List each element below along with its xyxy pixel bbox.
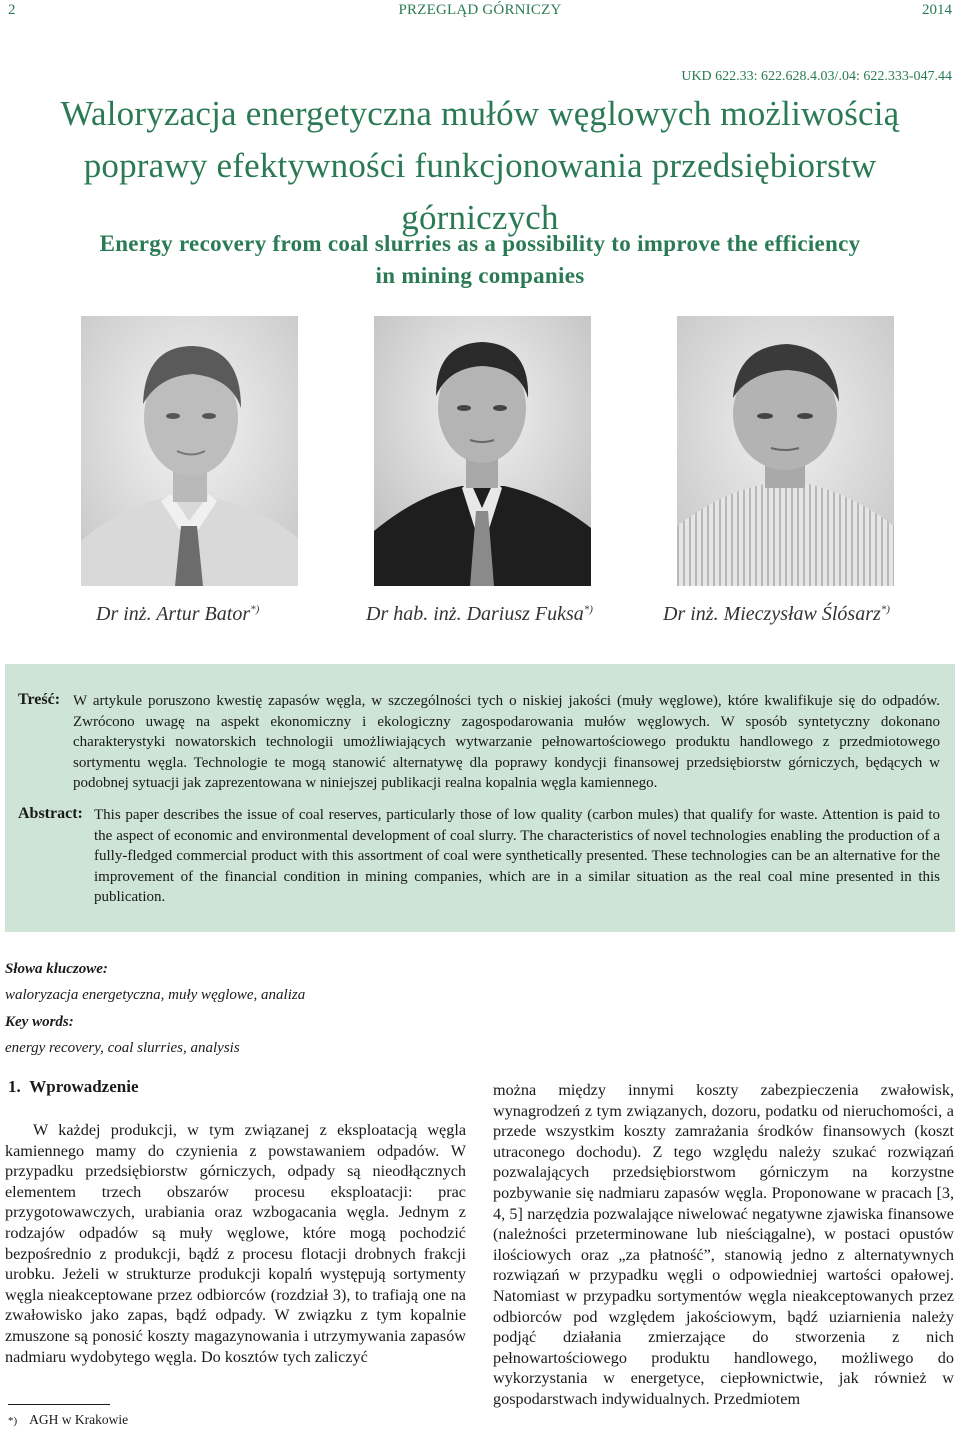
author-mark-3: *) <box>880 603 890 616</box>
body-paragraph-2: można między innymi koszty zabezpieczenia zwałowisk, wynagrodzeń z tym związanych, dozoru, podatku od nieruchomości, a przede wszystkim koszty zamrażania środków finansowych (koszt utraconego dochodu). Z tego względu należy szukać rozwiązań pozwalających przedsiębiorstwom górniczym na korzystne pozbywanie się nadmiaru zapasów węgla. Proponowane w pracach [3, 4, 5] narzędzia pozwalające niwelować negatywne zjawiska finansowe (należności przeterminowane lub nieściągalne), w postaci opustów ilościowych oraz „za płatność”, stanowią jedno z alternatywnych rozwiązań w przypadku węgli o odpowiedniej wartości opałowej. Natomiast w przypadku sortymentów węgla nieakceptowanych przez odbiorców pod względem jakościowym, bądź uziarnienia należy podjąć działania zmierzające do stworzenia z nich pełnowartościowego produktu handlowego, możliwego do wykorzystania w energetyce, ciepłownictwie, jak również w gospodarstwach indywidualnych. Przedmiotem <box>493 1081 954 1408</box>
page-number: 2 <box>8 2 16 18</box>
title-english <box>0 228 960 292</box>
author-photo-1 <box>81 316 298 586</box>
keywords-en-text: energy recovery, coal slurries, analysis <box>5 1040 240 1056</box>
footnote <box>8 1412 128 1428</box>
title-en-line-2: in mining companies <box>375 263 585 288</box>
section-number: 1. <box>8 1077 21 1096</box>
author-photo-2 <box>374 316 591 586</box>
abstract-en-label: Abstract: <box>18 805 83 822</box>
keywords-en-label: Key words: <box>5 1014 74 1030</box>
title-polish <box>0 88 960 244</box>
footnote-rule <box>8 1404 110 1405</box>
author-name-3 <box>663 603 890 626</box>
footnote-text: AGH w Krakowie <box>29 1412 129 1427</box>
title-pl-line-1: Waloryzacja energetyczna mułów węglowych możliwością <box>60 94 900 133</box>
abstract-en-text: This paper describes the issue of coal reserves, particularly those of low quality (carbon mules) that qualify for waste. Attention is paid to the aspect of economic and environmental development of coal slurry. The characteristics of novel technologies enabling the production of a fully-fledged commercial product with this assortment of coal were synthetically presented. These technologies can be an alternative for the improvement of the financial condition in mining companies, which are in a similar situation as the real coal mine presented in this publication. <box>94 807 940 905</box>
author-name-2 <box>366 603 593 626</box>
abstract-box <box>5 664 955 932</box>
ukd-classification: UKD 622.33: 622.628.4.03/.04: 622.333-047.44 <box>681 69 952 84</box>
author-name-1-text: Dr inż. Artur Bator <box>96 603 251 625</box>
abstract-pl-label: Treść: <box>18 691 61 708</box>
title-pl-line-3: górniczych <box>401 198 559 237</box>
journal-name: PRZEGLĄD GÓRNICZY <box>398 2 562 18</box>
abstract-pl-text: W artykule poruszono kwestię zapasów węgla, w szczególności tych o niskiej jakości (muły węglowe), które kwalifikuje się do odpadów. Zwrócono uwagę na aspekt ekonomiczny i ekologiczny zagospodarowania mułów węglowych. W sposób syntetyczny dokonano charakterystyki nowatorskich technologii umożliwiających wytwarzanie pełnowartościowego produktu handlowego z przedmiotowego sortymentu węgla. Technologie te mogą stanowić alternatywę dla poprawy kondycji finansowej przedsiębiorstw górniczych, będących w podobnej sytuacji jak zaprezentowana w niniejszej publikacji realna kopalnia węgla kamiennego. <box>73 693 940 791</box>
title-pl-line-2: poprawy efektywności funkcjonowania przedsiębiorstw <box>83 146 877 185</box>
keywords-pl-text: waloryzacja energetyczna, muły węglowe, analiza <box>5 987 306 1003</box>
section-heading <box>8 1077 139 1097</box>
author-name-2-text: Dr hab. inż. Dariusz Fuksa <box>366 603 584 625</box>
footnote-mark: *) <box>8 1415 18 1427</box>
author-name-3-text: Dr inż. Mieczysław Ślósarz <box>663 603 881 625</box>
author-mark-2: *) <box>583 603 593 616</box>
author-photo-3 <box>677 316 894 586</box>
keywords-pl-label: Słowa kluczowe: <box>5 961 108 977</box>
author-mark-1: *) <box>250 603 260 616</box>
journal-year: 2014 <box>922 2 952 18</box>
body-paragraph-1: W każdej produkcji, w tym związanej z eksploatacją węgla kamiennego mamy do czynienia z powstawaniem odpadów. W przypadku przedsiębiorstw górniczych, odpady są nieodłącznych elementem trzech obszarów procesu eksploatacji: prac przygotowawczych, urabiania oraz wzbogacania węgla. Jednym z rodzajów odpadów są muły węglowe, które mogą pochodzić bezpośrednio z produkcji, bądź z procesu flotacji drobnych frakcji urobku. Jeżeli w strukturze produkcji kopalń występują sortymenty węgla nieakceptowane przez odbiorców (rozdział 3), to trafiają one na zwałowisko jako zapas, bądź odpady. W związku z tym kopalnie zmuszone są ponosić koszty magazynowania i utrzymywania zapasów nadmiaru wydobytego węgla. Do kosztów tych zaliczyć <box>5 1121 466 1366</box>
body-column-1 <box>5 1120 466 1367</box>
body-column-2 <box>493 1080 954 1410</box>
author-name-1 <box>96 603 259 626</box>
title-en-line-1: Energy recovery from coal slurries as a possibility to improve the efficiency <box>99 231 861 256</box>
section-title: Wprowadzenie <box>29 1077 139 1096</box>
